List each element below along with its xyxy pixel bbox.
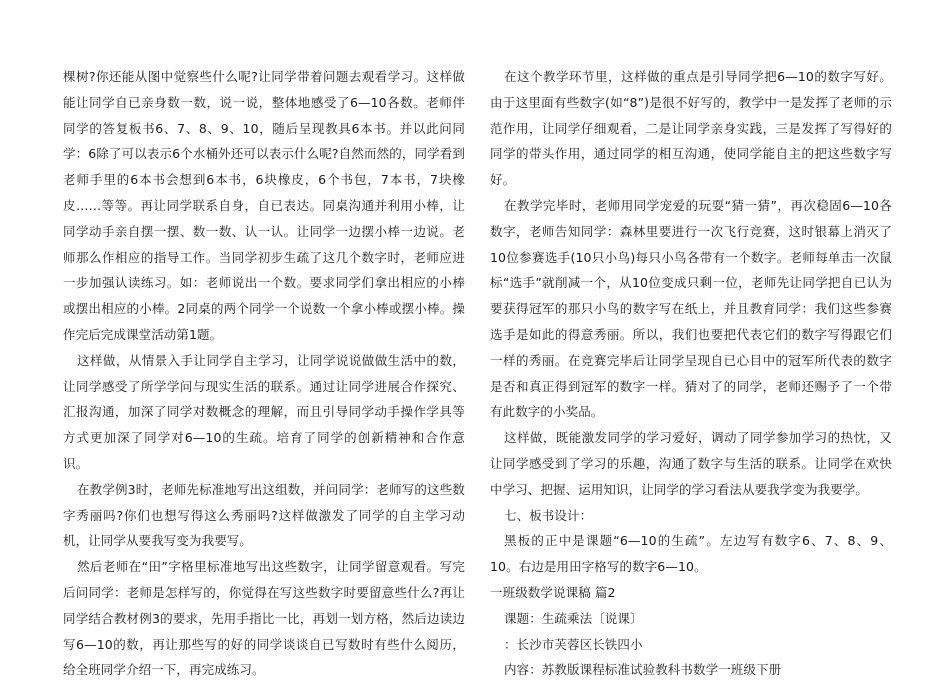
content-line: 内容：苏教版课程标准试验教科书数学一班级下册 bbox=[504, 662, 782, 678]
paragraph: 在教学完毕时，老师用同学宠爱的玩耍“猜一猜”，再次稳固6—10各数字，老师告知同学：森林里要进行一次飞行竞赛，这时银幕上消灭了10位参赛选手(10只小鸟)每只小鸟各带有一个数字。老师每单击一次鼠标“选手”就削减一个，从10位变成只剩一位，老师先让同学把自已认为要获得冠军的那只小鸟的数字写在纸上，并且教育同学：我们这些参赛选手是如此的得意秀丽。所以，我们也要把代表它们的数字写得跟它们一样的秀丽。在竞赛完毕后让同学呈现自已心目中的冠军所代表的数字是否和真正得到冠军的数字一样。猜对了的同学，老师还赐予了一个带有此数字的小奖品。 bbox=[490, 197, 892, 420]
paragraph: 棵树?你还能从图中觉察些什么呢?让同学带着问题去观看学习。这样做能让同学自已亲身数一数，说一说，整体地感受了6—10各数。老师伴同学的答复板书6、7、8、9、10，随后呈现教具6本书。并以此问同学：6除了可以表示6个水桶外还可以表示什么呢?自然而然的，同学看到老师手里的6本书会想到6本书，6块橡皮，6个书包，7本书，7块橡皮……等等。再让同学联系自身，自已表达。同桌沟通并利用小棒，让同学动手亲自摆一摆、数一数、认一认。让同学一边摆小棒一边说。老师那么作相应的指导工作。当同学初步生疏了这几个数字时，老师应进一步加强认读练习。如：老师说出一个数。要求同学们拿出相应的小棒或摆出相应的小棒。2同桌的两个同学一个说数一个拿小棒或摆小棒。操作完后完成课堂活动第1题。 bbox=[63, 69, 465, 342]
paragraph: 然后老师在“田”字格里标准地写出这些数字，让同学留意观看。写完后问同学：老师是怎样写的，你觉得在写这些数字时要留意些什么?再让同学结合教材例3的要求，先用手指比一比，再划一划方格，然后边读边写6—10的数，再让那些写的好的同学谈谈自已写数时有些什么阅历，给全班同学介绍一下，再完成练习。 bbox=[63, 559, 465, 678]
right-column bbox=[490, 64, 892, 683]
topic-line: 课题：生疏乘法〔说课〕 bbox=[504, 610, 643, 626]
document-title: 一班级数学说课稿 篇2 bbox=[490, 584, 616, 600]
paragraph: 这样做，从情景入手让同学自主学习，让同学说说做做生活中的数，让同学感受了所学学问与现实生活的联系。通过让同学进展合作探究、汇报沟通，加深了同学对数概念的理解，而且引导同学动手操作学具等方式更加深了同学对6—10的生疏。培育了同学的创新精神和合作意识。 bbox=[63, 352, 465, 471]
paragraph: 在教学例3时，老师先标准地写出这组数，并问同学：老师写的这些数字秀丽吗?你们也想写得这么秀丽吗?这样做激发了同学的自主学习动机，让同学从要我写变为我要写。 bbox=[63, 481, 465, 549]
section-heading: 七、板书设计： bbox=[504, 507, 593, 523]
paragraph: 这样做，既能激发同学的学习爱好，调动了同学参加学习的热忱，又让同学感受到了学习的乐趣，沟通了数字与生活的联系。让同学在欢快中学习、把握、运用知识，让同学的学习看法从要我学变为我要学。 bbox=[490, 430, 892, 497]
paragraph: 黑板的正中是课题“6—10的生疏”。左边写有数字6、7、8、9、10。右边是用田字格写的数字6—10。 bbox=[490, 533, 892, 575]
school-line: ：长沙市芙蓉区长铁四小 bbox=[504, 636, 643, 652]
left-column bbox=[63, 64, 465, 683]
paragraph: 在这个教学环节里，这样做的重点是引导同学把6—10的数字写好。由于这里面有些数字(如“8”)是很不好写的，教学中一是发挥了老师的示范作用，让同学仔细观看，二是让同学亲身实践，三是发挥了写得好的同学的带头作用，通过同学的相互沟通，使同学能自主的把这些数字写好。 bbox=[490, 69, 892, 188]
